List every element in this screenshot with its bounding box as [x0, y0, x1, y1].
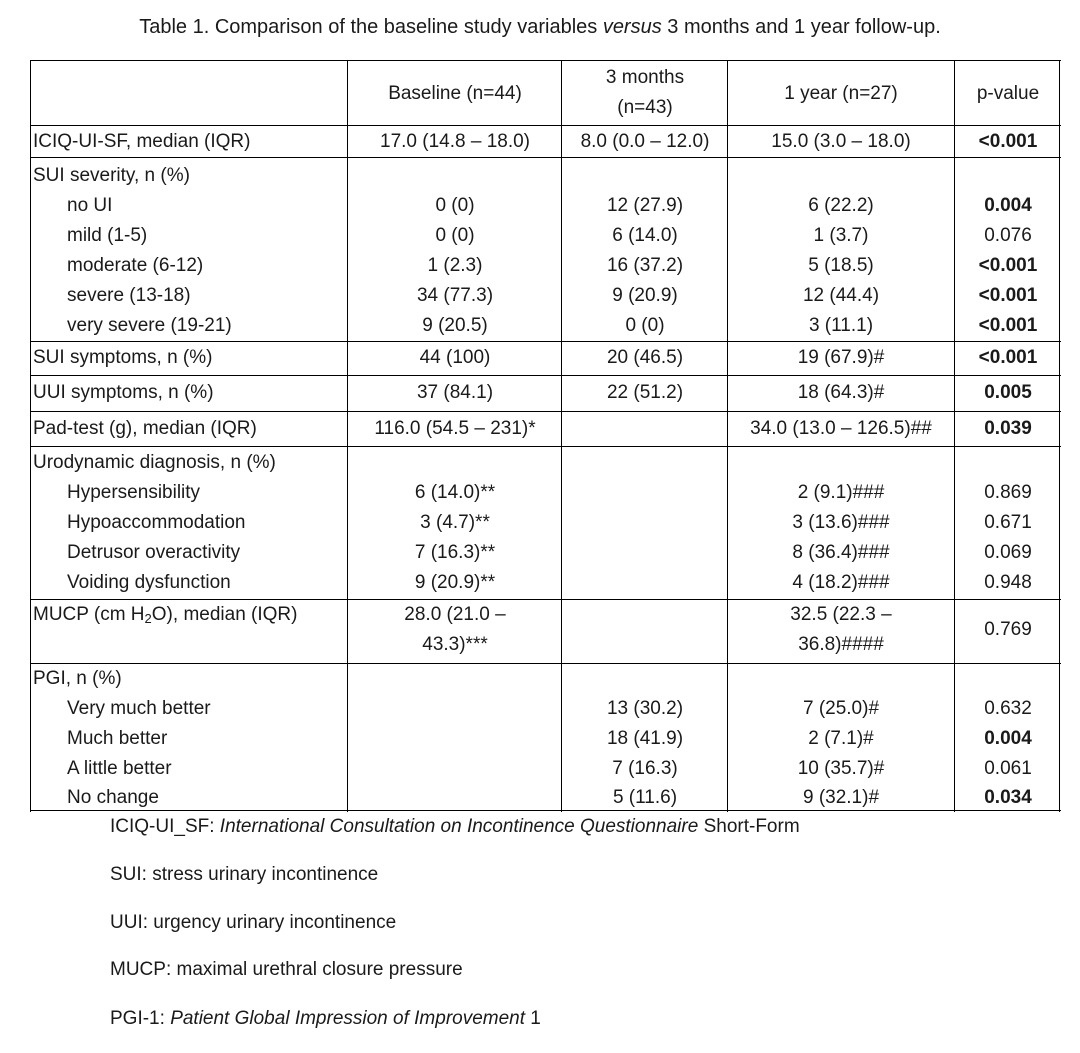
cell-3-months: 16 (37.2)	[606, 255, 684, 276]
group-label: SUI severity, n (%)	[33, 165, 190, 186]
cell-p-value: <0.001	[978, 255, 1038, 276]
cell-1-year: 2 (7.1)#	[808, 728, 874, 749]
cell-1-year: 19 (67.9)#	[797, 347, 885, 368]
footnote-italic: International Consultation on Incontinence Questionnaire	[219, 816, 699, 837]
cell-3-months: 12 (27.9)	[606, 195, 684, 216]
row-label: Pad-test (g), median (IQR)	[33, 418, 257, 439]
cell-baseline: 34 (77.3)	[416, 285, 494, 306]
cell-p-value: 0.004	[984, 728, 1032, 749]
cell-1-year: 3 (13.6)###	[792, 512, 890, 533]
cell-baseline: 116.0 (54.5 – 231)*	[374, 418, 536, 439]
cell-p-value: 0.061	[984, 758, 1032, 779]
cell-baseline: 44 (100)	[419, 347, 491, 368]
cell-p-value: 0.076	[984, 225, 1032, 246]
cell-3-months: 18 (41.9)	[606, 728, 684, 749]
row-label: severe (13-18)	[67, 285, 191, 306]
cell-1-year: 5 (18.5)	[808, 255, 874, 276]
group-label: Urodynamic diagnosis, n (%)	[33, 452, 276, 473]
cell-p-value: <0.001	[978, 315, 1038, 336]
cell-baseline: 28.0 (21.0 –	[404, 604, 506, 625]
row-divider	[31, 341, 1061, 342]
row-label-mucp	[33, 600, 297, 630]
caption-emphasis: versus	[602, 16, 662, 38]
cell-baseline: 3 (4.7)**	[420, 512, 490, 533]
cell-1-year: 2 (9.1)###	[797, 482, 885, 503]
cell-3-months: 0 (0)	[625, 315, 665, 336]
data-table	[30, 60, 1061, 812]
cell-1-year: 32.5 (22.3 –	[790, 604, 892, 625]
cell-1-year-cont: 36.8)####	[798, 634, 884, 655]
cell-baseline: 37 (84.1)	[416, 382, 494, 403]
cell-baseline: 9 (20.9)**	[414, 572, 496, 593]
cell-3-months: 13 (30.2)	[606, 698, 684, 719]
cell-baseline: 9 (20.5)	[422, 315, 488, 336]
footnote-tail: 1	[525, 1008, 541, 1029]
cell-3-months: 7 (16.3)	[612, 758, 678, 779]
row-label: mild (1-5)	[67, 225, 148, 246]
cell-p-value: <0.001	[978, 285, 1038, 306]
column-divider	[347, 61, 348, 812]
mucp-label-text-end: O), median (IQR)	[151, 604, 298, 625]
row-label: Very much better	[67, 698, 211, 719]
cell-3-months: 5 (11.6)	[612, 787, 678, 808]
header-3-months-n: (n=43)	[617, 97, 673, 118]
cell-3-months: 9 (20.9)	[612, 285, 678, 306]
cell-p-value: 0.948	[984, 572, 1032, 593]
cell-1-year: 8 (36.4)###	[792, 542, 890, 563]
footnote-italic: Patient Global Impression of Improvement	[170, 1008, 526, 1029]
cell-1-year: 10 (35.7)#	[797, 758, 885, 779]
cell-p-value: 0.005	[984, 382, 1032, 403]
header-1-year: 1 year (n=27)	[784, 83, 898, 104]
row-label: Hypoaccommodation	[67, 512, 246, 533]
cell-p-value: 0.769	[984, 619, 1032, 640]
footnote	[110, 955, 463, 985]
row-label: UUI symptoms, n (%)	[33, 382, 214, 403]
cell-p-value: 0.039	[984, 418, 1032, 439]
caption-text-end: 3 months and 1 year follow-up.	[661, 16, 941, 38]
footnote	[110, 860, 378, 890]
cell-1-year: 34.0 (13.0 – 126.5)##	[750, 418, 932, 439]
cell-baseline: 6 (14.0)**	[414, 482, 496, 503]
column-divider	[561, 61, 562, 812]
cell-p-value: 0.632	[984, 698, 1032, 719]
row-label: Hypersensibility	[67, 482, 201, 503]
cell-baseline: 1 (2.3)	[427, 255, 483, 276]
row-label: ICIQ-UI-SF, median (IQR)	[33, 131, 251, 152]
row-label: no UI	[67, 195, 113, 216]
header-baseline: Baseline (n=44)	[388, 83, 522, 104]
cell-baseline-cont: 43.3)***	[422, 634, 488, 655]
row-label: Detrusor overactivity	[67, 542, 241, 563]
cell-3-months: 8.0 (0.0 – 12.0)	[580, 131, 710, 152]
cell-1-year: 7 (25.0)#	[802, 698, 880, 719]
cell-p-value: <0.001	[978, 347, 1038, 368]
row-divider	[31, 157, 1061, 158]
table-caption	[0, 12, 1080, 42]
cell-baseline: 7 (16.3)**	[414, 542, 496, 563]
footnote	[110, 812, 800, 842]
cell-p-value: 0.069	[984, 542, 1032, 563]
row-divider	[31, 125, 1061, 126]
cell-baseline: 0 (0)	[435, 225, 475, 246]
footnote-term: ICIQ-UI_SF:	[110, 816, 220, 837]
cell-p-value: 0.869	[984, 482, 1032, 503]
header-3-months: 3 months	[605, 67, 685, 88]
mucp-label-subscript: 2	[144, 611, 152, 626]
cell-p-value: 0.034	[984, 787, 1032, 808]
row-divider	[31, 411, 1061, 412]
row-label: No change	[67, 787, 159, 808]
column-divider	[954, 61, 955, 812]
cell-p-value: 0.671	[984, 512, 1032, 533]
cell-p-value: 0.004	[984, 195, 1032, 216]
row-label: Voiding dysfunction	[67, 572, 231, 593]
footnote-term: PGI-1:	[110, 1008, 171, 1029]
column-divider	[727, 61, 728, 812]
footnote	[110, 1004, 541, 1034]
cell-baseline: 17.0 (14.8 – 18.0)	[380, 131, 530, 152]
row-label: very severe (19-21)	[67, 315, 232, 336]
group-label: PGI, n (%)	[33, 668, 122, 689]
row-divider	[31, 446, 1061, 447]
cell-3-months: 22 (51.2)	[606, 382, 684, 403]
cell-1-year: 15.0 (3.0 – 18.0)	[771, 131, 911, 152]
footnote	[110, 908, 396, 938]
cell-1-year: 6 (22.2)	[808, 195, 874, 216]
cell-3-months: 20 (46.5)	[606, 347, 684, 368]
footnote-term: SUI: stress urinary incontinence	[110, 864, 379, 885]
row-label: moderate (6-12)	[67, 255, 204, 276]
mucp-label-text: MUCP (cm H	[33, 604, 145, 625]
row-label: SUI symptoms, n (%)	[33, 347, 213, 368]
cell-baseline: 0 (0)	[435, 195, 475, 216]
cell-1-year: 18 (64.3)#	[797, 382, 885, 403]
cell-1-year: 12 (44.4)	[802, 285, 880, 306]
row-divider	[31, 663, 1061, 664]
cell-p-value: <0.001	[978, 131, 1038, 152]
cell-1-year: 9 (32.1)#	[802, 787, 880, 808]
cell-3-months: 6 (14.0)	[612, 225, 678, 246]
row-label: A little better	[67, 758, 172, 779]
caption-text: Table 1. Comparison of the baseline study variables	[139, 16, 603, 38]
cell-1-year: 1 (3.7)	[813, 225, 869, 246]
header-p-value: p-value	[976, 83, 1040, 104]
row-label: Much better	[67, 728, 168, 749]
footnote-tail: Short-Form	[698, 816, 800, 837]
footnote-term: UUI: urgency urinary incontinence	[110, 912, 397, 933]
cell-1-year: 3 (11.1)	[808, 315, 874, 336]
footnote-term: MUCP: maximal urethral closure pressure	[110, 959, 463, 980]
cell-1-year: 4 (18.2)###	[792, 572, 890, 593]
row-divider	[31, 375, 1061, 376]
